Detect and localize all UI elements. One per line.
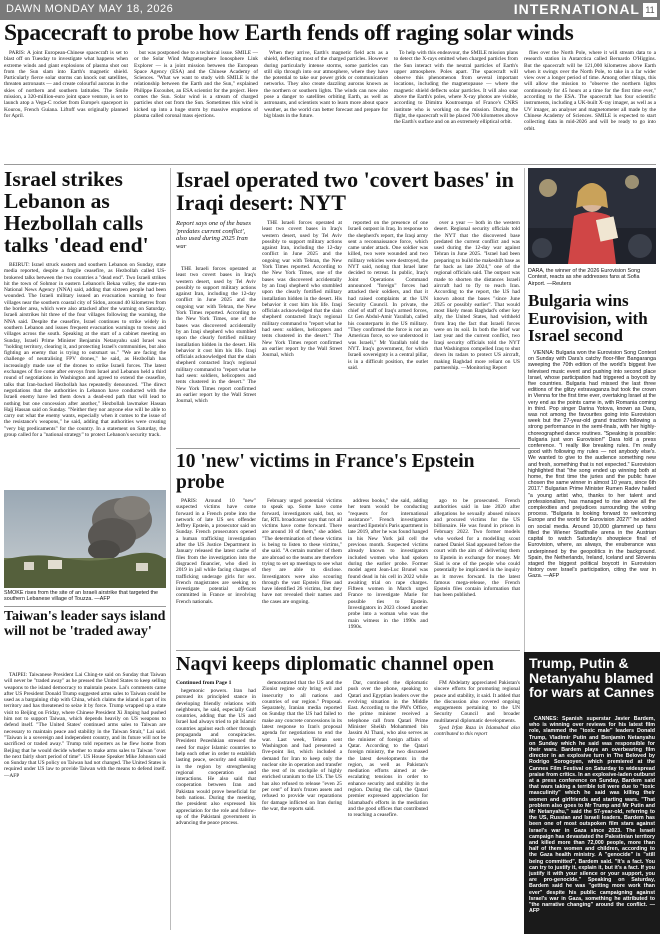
- spacecraft-text-2: but was postponed due to a technical issue. SMILE — or the Solar Wind Magnetosphere Ionosphere Link Explorer — is a joint mission between the European Space Agency (ESA) and the Chinese Academy of Sciences. "What we want to study with SMILE is the relationship between the Earth and the Sun," explained Philippe Escoubet, an ESA scientist for the project. Here comes the Sun. Solar wind is a stream of charged particles shot out from the Sun. Sometimes this wind is kicked up into a huge storm by massive eruptions of plasma called coronal mass ejections.: [134, 50, 258, 119]
- epstein-col-2: [262, 498, 342, 646]
- iraq-col-0: [176, 266, 256, 444]
- eurovision-caption: DARA, the winner of the 2026 Eurovision Song Contest, reacts as she addresses fans at Sofia Airport. —Reuters: [528, 268, 641, 287]
- spacecraft-col-1: [4, 50, 128, 162]
- epstein-col-4: [434, 498, 520, 646]
- divider: [176, 650, 520, 651]
- divider: [524, 168, 525, 654]
- iraq-text-1: THE Israeli forces operated at least two covert bases in Iraq's western desert, used by Tel Aviv possibly to support military actions against Iran, including the 12-day conflict in June 2025 and the ongoing war with Tehran, the New York Times reported. According to the New York Times, one of the bases was discovered accidentally by an Iraqi shepherd who stumbled upon the clearly fortified military installation hidden in the desert. His behavior it cost him his life. Iraqi officials acknowledged that the slain shepherd contacted Iraq's regional military command to "report what he had seen: soldiers, helicopters and tents clustered in the desert." The New York Times report confirmed an earlier report by the Wall Street Journal, which: [262, 220, 342, 359]
- epstein-col-1: [176, 498, 256, 646]
- lebanon-body: [4, 262, 166, 486]
- spacecraft-col-4: [394, 50, 518, 162]
- spacecraft-text-5: flies over the North Pole, where it will stream data to a research station in Antarctica called Bernardo O'Higgins. But the spacecraft will be 121,000 kilometres above Earth when it swings over the North Pole, to take in a far wider view over a longer period of time. Among other things, this will allow the mission to "observe the northern lights continuously for 45 hours at a time for the first time ever," according to the ESA. The spacecraft has four scientific instruments, including a UK-built X-ray imager, as well as a UV imager, an analyser and magnetometer all made by the Chinese Academy of Sciences. SMILE is expected to start collecting data in mid-2026 and will be ready to go into orbit.: [524, 50, 656, 132]
- taiwan-text: TAIPEI: Taiwanese President Lai Ching-te said on Sunday that Taiwan will never be "traded away" as he pressed the United States to keep selling weapons to the island democracy to maintain peace. Lai's comments came after US President Donald Trump suggested arms sales to Taiwan could be used as a bargaining chip with China, which claims the island is part of its territory and has threatened to seize it by force. Trump wrapped up a state visit to Beijing on Friday, where Chinese President Xi Jinping had pushed him not to support Taiwan, which depends heavily on US weapons to defend itself. "The United States' continued arms sales to Taiwan are necessary to maintain peace and stability in the Taiwan Strait," Lai said. "Taiwan is a sovereign and independent country, and its future will not be sacrificed or traded away." Trump told reporters as he flew home from Beijing that he would decide whether to make arms sales to Taiwan "over the next fairly short period of time". US House Speaker Mike Johnson said on Sunday that US policy on Taiwan had not changed. The United States is required under US law to provide Taiwan with the means to defend itself. —AFP: [4, 672, 166, 779]
- spacecraft-col-2: [134, 50, 258, 162]
- section-title: INTERNATIONAL: [513, 1, 640, 17]
- lebanon-headline: Israel strikes Lebanon as Hezbollah calls talks 'dead end': [4, 167, 149, 257]
- continued-label: Continued from Page 1: [176, 680, 232, 686]
- bulgaria-body: [528, 350, 656, 646]
- naqvi-col-3: [348, 680, 428, 930]
- iraq-text-0: THE Israeli forces operated at least two covert bases in Iraq's western desert, used by Tel Aviv possibly to support military actions against Iran, including the 12-day conflict in June 2025 and the ongoing war with Tehran, the New York Times reported. According to the New York Times, one of the bases was discovered accidentally by an Iraqi shepherd who stumbled upon the clearly fortified military installation hidden in the desert. His behavior it cost him his life. Iraqi officials acknowledged that the slain shepherd contacted Iraq's regional military command to "report what he had seen: soldiers, helicopters and tents clustered in the desert." The New York Times report confirmed an earlier report by the Wall Street Journal, which: [176, 266, 256, 405]
- trump-text: CANNES: Spanish superstar Javier Bardem, who is winning over reviews for his latest film role, slammed the "toxic male" leaders Donald Trump, Vladimir Putin and Benjamin Netanyahu on Sunday which he said was responsible for their wars. Bardem plays an overbearing film director in an explosive turn in The Beloved by Rodrigo Sorogoyen, which premiered at the Cannes Film Festival on Saturday to widespread praise from critics. In an explosive-laden outburst at a press conference on Sunday, Bardem said that wars taking a terrible toll were due to "toxic masculinity" which he said was killing their women and girlfriends and starting wars. "That problem also goes to Mr Trump and Mr Putin and Mr Netanyahu," said the 57-year-old, referring to the US, Russian and Israeli leaders. Bardem has been one of most outspoken film stars against Israel's war in Gaza since 2023. The Israeli campaign has devastated the Palestinian territory and killed more than 72,000 people, more than half of them women and children, according to the Gaza health ministry. A "genocide" is "still being committed", Bardem said. "It's a fact. You can try to justify it, explain it, but it's a fact. If you justify it with your silence or your support, you are pro-genocide." Speaking on Saturday, Bardem said he was "getting more work than ever" despite his public campaigning against Israel's war in Gaza, something he attributed to "the narrative changing" around the conflict. —AFP: [529, 716, 655, 915]
- iraq-col-3: [434, 220, 520, 444]
- naqvi-text-4: FM Abdelatty appreciated Pakistan's sincere efforts for promoting regional peace and stability, it said. It added that the discussion also covered ongoing engagements pertaining to the UN Security Council and broader multilateral diplomatic developments.: [434, 680, 520, 724]
- cannes-box: [524, 652, 660, 934]
- iraq-col-2: [348, 220, 428, 444]
- masthead-date: DAWN MONDAY MAY 18, 2026: [6, 3, 174, 15]
- bulgaria-headline: Bulgaria wins Eurovision, with Israel second: [528, 291, 648, 345]
- naqvi-text-1: hegemonic powers. Iran had pursued its principled stance in developing friendly relations with neighbours, he said, especially Gulf countries, adding that the US and Israel had always tried to pit Islamic countries against each other through propaganda and conspiracies. President Pezeshkian stressed the need for major Islamic countries to help each other in order to establish lasting peace, security and stability in the region by strengthening regional cooperation and interactions. He also said that cooperation between Iran and Pakistan would prove beneficial for both nations. During the meeting, the president also expressed his appreciation for the role and follow-up of the Pakistani government in advancing the peace process.: [176, 688, 256, 827]
- masthead: [0, 0, 660, 20]
- spacecraft-text-3: When they arrive, Earth's magnetic field acts as a shield, deflecting most of the charged particles. However during particularly intense storms, some particles can still slip through into our atmosphere, where they have the potential to take our power grids or communication networks. They also create dazzling auroras known as the northern or southern lights. The winds can now also pose a danger to satellites orbiting Earth, as well as astronauts, and scientists want to learn more about space weather, as the world can better forecast and prepare for big blasts in the future.: [264, 50, 388, 119]
- bulgaria-text: VIENNA: Bulgaria won the Eurovision Song Contest on Sunday with Dara's catchy floor-filler Bangaranga sweeping the 70th edition of the world's biggest live televised music event and pushing into second place Israel, whose participation had triggered a boycott by five countries. Bulgaria had missed the last three editions of the glitzy extravaganza but took the crown in Vienna for the first time ever, overtaking Israel at the very end as the points came in, with Romania coming in third. Pop singer Darina Yotova, known as Dara, was not among the favourites going into Eurovision week but the 27-year-old grand traction following a strong performance in the semi-finals, with her highly-choreographed dance routines. "Speaking is possible: Bulgaria just won Eurovision!" Dara told a press conference. "I really like breaking rules. I'm really good with following my rules — not anybody else's. We wanted to give to the audience something new and fresh, something that is not expected." Eurovision highlighted that "the song ended up winning both at home, the first time the juries and the public have chosen the same winner in almost 10 years, since 6th 2017." Bulgarian Prime Minister Rumen Radev hailed "a young artist who, thanks to her talent and professionalism, has managed to rise above all the complexities and prejudices surrounding the voting process. "Bulgaria is looking forward to welcoming Europe and the world for Eurovision 2027!" he added on social media. Around 10,000 glammed up fans filled the Wiener Stadthalle arena in the Austrian capital to watch Saturday's showpiece final of Eurovision, where, as always, the exuberance was underpinned by the geopolitics in the background. Spain, the Netherlands, Ireland, Iceland and Slovenia staged the biggest political boycott in Eurovision history over Israel's participation, citing the war in Gaza. —AFP: [528, 350, 656, 580]
- iraq-headline-text: Israel operated two 'covert bases' in Iraqi desert: NYT: [176, 167, 514, 215]
- iraq-headline: [176, 168, 520, 214]
- spacecraft-text-4: To help with this endeavour, the SMILE mission plans to detect the X-rays emitted when charged particles from the Sun interact with the neutral particles of Earth's upper atmosphere. Poles apart. The spacecraft will observe this phenomenon from several important locations, including the magnetopause — where the magnetic shield deflects solar particles. It will also soar above the Earth's poles, where X-ray photos are visible, according to Dimitra Koutroumpa of France's CNRS institute who is working on the mission. During the flight, the spacecraft will be placed 700 kilometres above the Earth's surface and on an extremely elliptical orbit.: [394, 50, 518, 126]
- lebanon-text: BEIRUT: Israel struck eastern and southern Lebanon on Sunday, state media reported, despite a fragile ceasefire, as Hezbollah called US-brokered talks between the two countries a "dead end". Two Israeli strikes hit the town of Sohmor in eastern Lebanon's Bekaa valley, the state-run National News Agency (NNA) said, adding that sixteen people had been wounded. The Israeli military issued an evacuation warning to four villages near the southern coastal city of Sidon, around 40 kilometres from the border area, which were also attacked after the warning on Saturday. Israeli airstrikes hit three of the four villages following the warning, the NNA said. Despite the ceasefire, Israel continues to strike widely in southern Lebanon and issues frequent evacuation warnings to towns and villages across the south. Speaking at the start of a cabinet meeting on Sunday, Israeli Prime Minister Benjamin Netanyahu said Israel was "holding territory, clearing it, and protecting Israel's communities, but also fighting an enemy that is trying to outsmart us." "We are facing the challenge of neutralising FPV drones," he said, as Hezbollah has increasingly made use of the drones to strike Israeli forces. The latest exchanges of fire come after envoys from Israel and Lebanon held a third round of negotiations in Washington and agreed to extend the ceasefire, talks that Iran-backed Hezbollah has repeatedly denounced. "The direct negotiations that the authorities in Lebanon have conducted with the Israeli enemy have led them down a dead-end path that will lead to nothing but one concession after another," Hezbollah lawmaker Hassan Hajj Hassan said on Sunday. "Neither they nor anyone else will be able to carry out what the enemy wants, especially when it comes to the issue of the resistance's weapons," he said, adding that authorities were creating "very big predicaments" for the country. In a statement on Saturday, the group called for a "national strategy" to protect Lebanon's security track.: [4, 262, 166, 439]
- page-number: 11: [643, 3, 657, 17]
- spacecraft-col-5: [524, 50, 656, 162]
- epstein-text-2: February urged potential victims to speak up. Some have come forward, investigators said, but, so far, RTL broadcaster says that not all victims have come forward. There are around 10 of them," she added. "The determination of these victims is being to listen to these victims," she said. "A certain number of them are abroad so the teams are therefore trying to set up meetings to see what they are able to disclose. Investigators were also scouring through the vast Epstein files and have identified 26 victims, but they have not revealed their names and the cases are ongoing.: [262, 498, 342, 605]
- naqvi-signoff: Syed Irfan Raza in Islamabad also contributed to this report: [434, 725, 520, 738]
- naqvi-headline: Naqvi keeps diplomatic channel open: [176, 653, 494, 675]
- divider: [4, 164, 656, 165]
- epstein-text-3: address books," she said, adding her team would be conducting "requests for international assistance". French investigators searched Epstein's Paris apartment in late 2019, after he was found hanged in his New York jail cell the previous month. Suspected victims already known to investigators included women who had spoken during the earlier probe. Former model agent Jean-Luc Brunel was found dead in his cell in 2022 while awaiting trial on rape charges. Fifteen women in March urged France to investigate Marie for possible ties to Epstein. Investigators in 2023 closed another probe into a woman who was the main witness in the 1990s and 1990s.: [348, 498, 428, 630]
- iraq-col-1: [262, 220, 342, 444]
- taiwan-body: [4, 672, 166, 930]
- iraq-intro: Report says one of the bases 'predates current conflict', also used during 2025 Iran war: [176, 220, 251, 250]
- iraq-text-3: over a year — both in the western desert. Regional security officials told the NYT that the discovered base predated the current conflict and was used during the 12-day war against Tehran in June 2025. "Israel had been preparing to build the makeshift base as far back as late 2024," one of the regional officials said. The outpost was made to shorten the distances Israeli aircraft had to fly to reach Iran. According to the report, the US had known about the bases "since June 2025 or possibly earlier". That would most likely mean Baghdad's other key ally, the United States, had withheld from Iraq the fact that Israeli forces were on its soil. In both the brief war last year and the current conflict, two Iraqi security officials told the NYT that Washington compelled Iraq to shut down its radars to protect US aircraft, making Baghdad more reliant on US partnership. —Monitoring Report: [434, 220, 520, 371]
- iraq-text-2: reported on the presence of one Israeli outpost in Iraq. In response to the shepherd's report, the Iraqi army sent a reconnaissance force, which came under attack. One soldier was killed, two were wounded and two military vehicles were destroyed, the NYT said, noting that Israel later decided to retreat. In public, Iraq's Joint Operations Command announced "foreign" forces had attacked their soldiers, and that it had raised complaints at the UN Security Council. In private, the chief of staff of Iraq's armed forces, Lt Gen Abdul-Amir Yarallah, called his counterparts in the US military. "They confirmed the force is not an American force, so we understood it was Israeli," Mr Yarallah told the NYT. Iraq's government, for which Israeli sovereignty is a central pillar, is in a difficult position, the outlet said.: [348, 220, 428, 371]
- taiwan-headline: Taiwan's leader says island will not be 'traded away': [4, 609, 166, 639]
- spacecraft-text-1: PARIS: A joint European-Chinese spacecraft is set to blast off on Tuesday to investigate what happens when extreme winds and giant explosions of plasma shot out from the Sun slam into Earth's magnetic shield. Particularly fierce solar storms can knock out satellites, threaten astronauts — and create colourful auroras in the skies of northern and southern latitudes. The Smile mission, a 320-million-euro joint space venture, is set to launch atop a Vega-C rocket from Europe's spaceport in Kourou, French Guiana. Liftoff was originally planned for April.: [4, 50, 128, 119]
- lebanon-caption: SMOKE rises from the site of an Israeli airstrike that targeted the southern Lebanese village of Touzza. —AFP: [4, 590, 158, 603]
- naqvi-col-1: [176, 688, 256, 930]
- epstein-text-4: ago to be prosecuted. French authorities said in late 2020 after allegations he sexually abused minors and procured victims for the US billionaire. He was found in prison in February 2022. Two former models who worked for a modelling scout named Daniel Siad appeared before the court with the aim of delivering them to Epstein in exchange for money. Mr Siad is one of the people who could potentially be implicated in the inquiry as it moves forward. In the latest famous mega-release, the French Epstein files contain information that has been published.: [434, 498, 520, 599]
- naqvi-col-2: [262, 680, 342, 930]
- epstein-headline: 10 'new' victims in France's Epstein probe: [176, 451, 475, 493]
- naqvi-text-3: Dar, continued the diplomatic push over the phone, speaking to Qatari and Egyptian leaders over the evolving situation in the Middle East. According to the PM's Office, the prime minister received a telephone call from Qatari Prime Minister Sheikh Mohammed bin Jassim Al Thani, who also serves as the minister of foreign affairs of Qatar. According to the Qatari foreign ministry, the two discussed the latest developments in the region, as well as Pakistan's mediation efforts aimed at de-escalating tensions in order to enhance security and stability in the region. During the call, the Qatari premier expressed appreciation for Islamabad's efforts in the mediation and the good offices that contributed to reaching a ceasefire.: [348, 680, 428, 819]
- epstein-col-3: [348, 498, 428, 646]
- naqvi-text-2: demonstrated that the US and the Zionist regime only bring evil and insecurity to all nations and countries of our region." Proposal. Separately, Iranian media reported on Sunday that the US had failed to make any concrete concessions in its latest response to Iran's proposal agenda for negotiations to end the war. Last week, Tehran sent Washington and had presented a five-point list, which included a demand for Iran to keep only the nuclear site in operation and transfer the rest of its stockpile of highly enriched uranium to the US. The US has also refused to release "even 25 per cent" of Iran's frozen assets and refused to provide war reparations for damage inflicted on Iran during the war, the reports said.: [262, 680, 342, 812]
- divider: [170, 168, 171, 930]
- divider: [4, 606, 166, 607]
- spacecraft-headline: Spacecraft to probe how Earth fends off raging solar winds: [4, 20, 574, 46]
- naqvi-col-4: [434, 680, 520, 930]
- spacecraft-col-3: [264, 50, 388, 162]
- trump-body: [529, 716, 655, 930]
- lebanon-photo: [4, 490, 166, 588]
- divider: [176, 448, 520, 449]
- trump-headline: Trump, Putin & Netanyahu blamed for wars at Cannes: [529, 655, 655, 700]
- eurovision-photo: [528, 168, 656, 264]
- epstein-text-1: PARIS: Around 10 "new" suspected victims have come forward in a French probe into the network of late US sex offender Jeffrey Epstein, a prosecutor said on Sunday. French prosecutors opened a human trafficking investigation after the US Justice Department in January released the latest cache of files from the investigation into the disgraced financier, who died in 2019 in jail while facing charges of trafficking underage girls for sex. French magistrates are seeking to investigate potential offences committed in France or involving French nationals.: [176, 498, 256, 605]
